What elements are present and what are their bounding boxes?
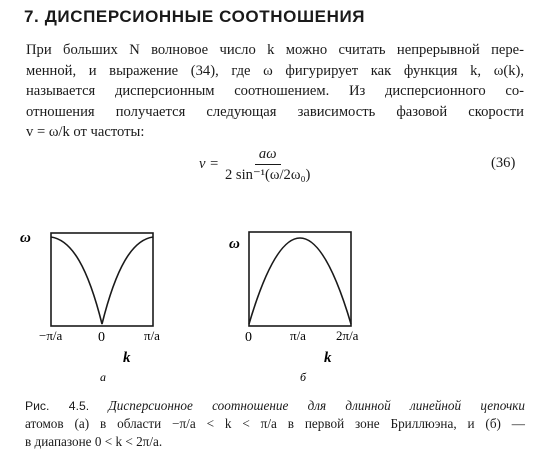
caption-line <box>25 397 525 415</box>
tick-label-pi-over-a-b: π/a <box>290 328 306 343</box>
caption-text: Дисперсионное соотношение для длинной линейной цепочки <box>108 398 525 413</box>
caption-label: Рис. 4.5. <box>25 399 90 413</box>
figure-panel-a <box>20 230 160 384</box>
tick-label-minus-pi-over-a: −π/a <box>39 328 63 343</box>
dispersion-curve-a <box>51 237 153 324</box>
panel-label-b: б <box>300 370 307 384</box>
x-axis-label-b: k <box>324 350 332 366</box>
plot-frame-a <box>51 233 153 326</box>
figure-caption <box>25 397 525 451</box>
panel-label-a: а <box>100 370 106 384</box>
tick-label-zero-b: 0 <box>245 330 252 345</box>
caption-line: атомов (а) в области −π/a < k < π/a в первой зоне Бриллюэна, и (б) — <box>25 416 525 431</box>
paragraph-line: отношения получается следующая зависимость фазовой скорости <box>26 103 524 120</box>
caption-line: в диапазоне 0 < k < 2π/a. <box>25 434 163 449</box>
section-heading: 7. ДИСПЕРСИОННЫЕ СООТНОШЕНИЯ <box>24 7 366 26</box>
equation-denominator: 2 sin⁻¹(ω/2ω₀) <box>224 166 311 183</box>
tick-label-pi-over-a: π/a <box>144 328 160 343</box>
paragraph-line: При больших N волновое число k можно считать непрерывной пере- <box>26 42 524 58</box>
x-axis-label-a: k <box>123 350 131 366</box>
y-axis-label-b: ω <box>229 236 240 252</box>
y-axis-label-a: ω <box>20 230 31 246</box>
tick-label-2pi-over-a: 2π/a <box>336 328 359 343</box>
tick-label-zero-a: 0 <box>98 330 105 345</box>
paragraph-line: менной, и выражение (34), где ω фигурирует как функция k, ω(k), <box>26 62 524 79</box>
paragraph-line: называется дисперсионным соотношением. Из дисперсионного со- <box>26 83 524 99</box>
figure-panel-b <box>229 232 359 384</box>
equation-number: (36) <box>491 155 516 171</box>
equation-lhs: v = <box>199 155 219 172</box>
equation-numerator: aω <box>255 146 281 165</box>
dispersion-curve-b <box>249 238 351 324</box>
paragraph-line: v = ω/k от частоты: <box>26 124 145 140</box>
